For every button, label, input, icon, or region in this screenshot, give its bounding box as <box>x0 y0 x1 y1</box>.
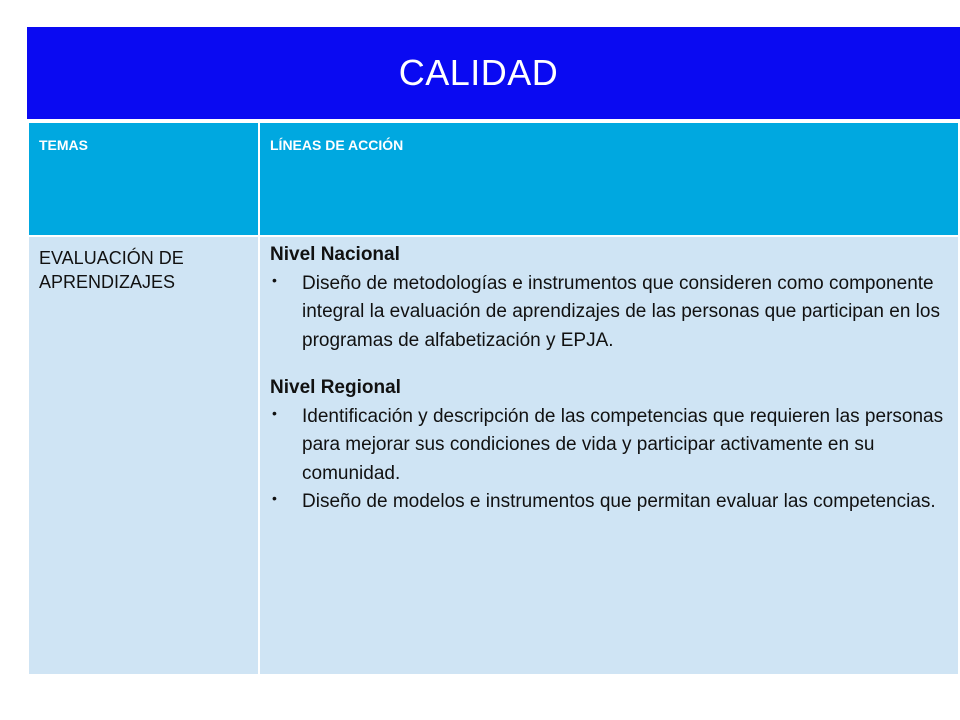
header-lineas <box>259 122 959 236</box>
bullet-list-nacional <box>270 270 948 356</box>
section-heading-nacional: Nivel Nacional <box>270 244 400 265</box>
page-title: CALIDAD <box>398 52 559 93</box>
cell-tema <box>28 236 259 675</box>
bullet-icon: • <box>272 404 277 421</box>
table-row <box>28 236 959 675</box>
list-item <box>270 270 948 356</box>
title-banner <box>27 27 960 119</box>
header-temas <box>28 122 259 236</box>
tema-line-2: APRENDIZAJES <box>39 271 176 292</box>
list-item <box>270 488 948 517</box>
bullet-icon: • <box>272 271 277 288</box>
table-header-row <box>28 122 959 236</box>
header-temas-label: TEMAS <box>39 137 88 153</box>
bullet-icon: • <box>272 490 277 506</box>
tema-line-1: EVALUACIÓN DE <box>39 248 184 268</box>
list-item <box>270 403 948 489</box>
section-heading-regional: Nivel Regional <box>270 377 401 398</box>
cell-lineas <box>259 236 959 675</box>
list-item-text: Diseño de metodologías e instrumentos que consideren como componente integral la evaluación de aprendizajes de las personas que participan en los programas de alfabetización y EPJA. <box>302 272 940 351</box>
list-item-text: Diseño de modelos e instrumentos que permitan evaluar las competencias. <box>302 491 936 512</box>
content-table <box>27 121 960 676</box>
header-lineas-label: LÍNEAS DE ACCIÓN <box>270 137 404 153</box>
bullet-list-regional <box>270 403 948 517</box>
list-item-text: Identificación y descripción de las competencias que requieren las personas para mejorar sus condiciones de vida y participar activamente en su comunidad. <box>302 405 944 484</box>
